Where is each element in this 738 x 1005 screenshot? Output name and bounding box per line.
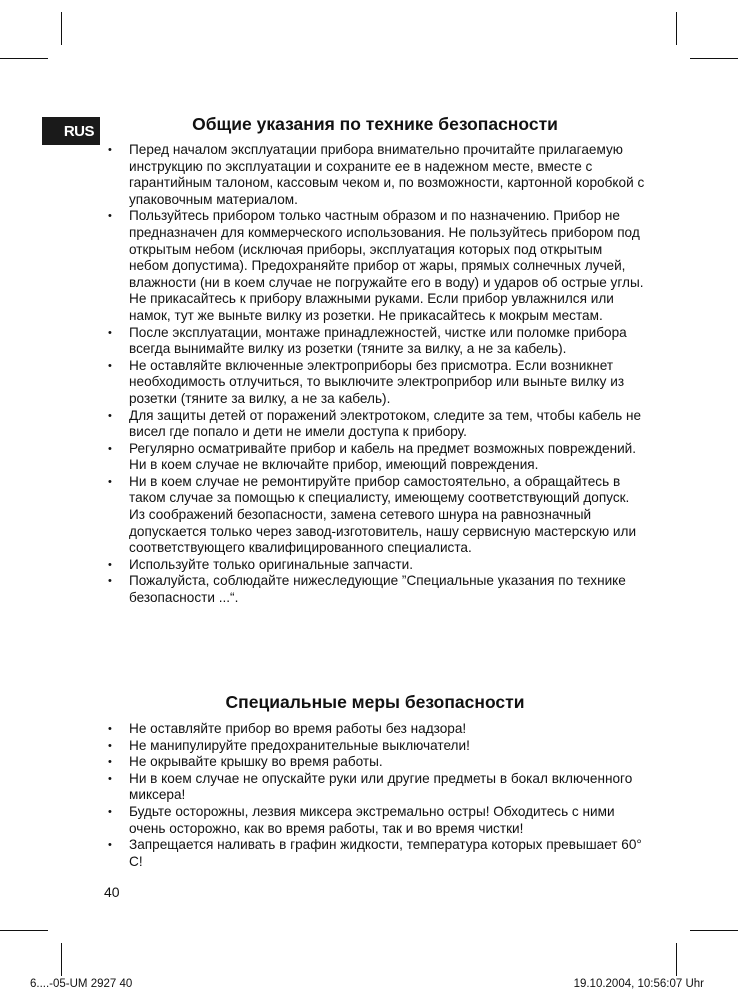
crop-mark xyxy=(0,58,48,59)
list-item: • После эксплуатации, монтаже принадлежностей, чистке или поломке прибора всегда вынимайте вилку из розетки (тяните за вилку, а не за кабель). xyxy=(105,325,645,358)
footer-left: 6....-05-UM 2927 40 xyxy=(30,978,133,990)
section-title-special-safety: Специальные меры безопасности xyxy=(225,692,525,712)
list-item: • Перед началом эксплуатации прибора внимательно прочитайте прилагаемую инструкцию по эксплуатации и сохраните ее в надежном месте, вместе с гарантийным талоном, кассовым чеком и, по возможности, картонной коробкой с упаковочным материалом. xyxy=(105,142,645,208)
list-item: • Пользуйтесь прибором только частным образом и по назначению. Прибор не предназначен для коммерческого использования. Не пользуйтесь прибором под открытым небом (исключая приборы, эксплуатация которых под открытым небом допустима). Предохраняйте прибор от жары, прямых солнечных лучей, влажности (ни в коем случае не погружайте его в воду) и ударов об острые углы. Не прикасайтесь к прибору влажными руками. Если прибор увлажнился или намок, тут же выньте вилку из розетки. Не прикасайтесь к мокрым местам. xyxy=(105,208,645,324)
footer-right: 19.10.2004, 10:56:07 Uhr xyxy=(573,978,704,990)
crop-mark xyxy=(0,930,48,931)
section-title-general-safety: Общие указания по технике безопасности xyxy=(192,114,558,134)
list-item: • Ни в коем случае не опускайте руки или другие предметы в бокал включенного миксера! xyxy=(105,771,645,804)
list-item: • Не манипулируйте предохранительные выключатели! xyxy=(105,738,645,755)
list-item: • Не оставляйте прибор во время работы без надзора! xyxy=(105,721,645,738)
crop-mark xyxy=(61,12,62,45)
page-number: 40 xyxy=(104,884,120,900)
general-safety-list xyxy=(105,142,645,607)
crop-mark xyxy=(690,930,738,931)
crop-mark xyxy=(61,943,62,976)
list-item: • Для защиты детей от поражений электротоком, следите за тем, чтобы кабель не висел где попало и дети не имели доступа к прибору. xyxy=(105,408,645,441)
list-item: • Не оставляйте включенные электроприборы без присмотра. Если возникнет необходимость отлучиться, то выключите электроприбор или выньте вилку из розетки (тяните за вилку, а не за кабель). xyxy=(105,358,645,408)
list-item: • Регулярно осматривайте прибор и кабель на предмет возможных повреждений. Ни в коем случае не включайте прибор, имеющий повреждения. xyxy=(105,441,645,474)
list-item: • Не окрывайте крышку во время работы. xyxy=(105,754,645,771)
crop-mark xyxy=(676,12,677,45)
language-tab: RUS xyxy=(42,117,100,145)
special-safety-list xyxy=(105,721,645,870)
list-item: • Используйте только оригинальные запчасти. xyxy=(105,557,645,574)
list-item: • Ни в коем случае не ремонтируйте прибор самостоятельно, а обращайтесь в таком случае за помощью к специалисту, имеющему соответствующий допуск. Из соображений безопасности, замена сетевого шнура на равнозначный допускается только через завод-изготовитель, нашу сервисную мастерскую или соответствующего квалифицированного специалиста. xyxy=(105,474,645,557)
list-item: • Будьте осторожны, лезвия миксера экстремально остры! Обходитесь с ними очень осторожно, как во время работы, так и во время чистки! xyxy=(105,804,645,837)
list-item: • Запрещается наливать в графин жидкости, температура которых превышает 60° C! xyxy=(105,837,645,870)
crop-mark xyxy=(676,943,677,976)
crop-mark xyxy=(690,58,738,59)
list-item: • Пожалуйста, соблюдайте нижеследующие ”Специальные указания по технике безопасности ...“. xyxy=(105,573,645,606)
